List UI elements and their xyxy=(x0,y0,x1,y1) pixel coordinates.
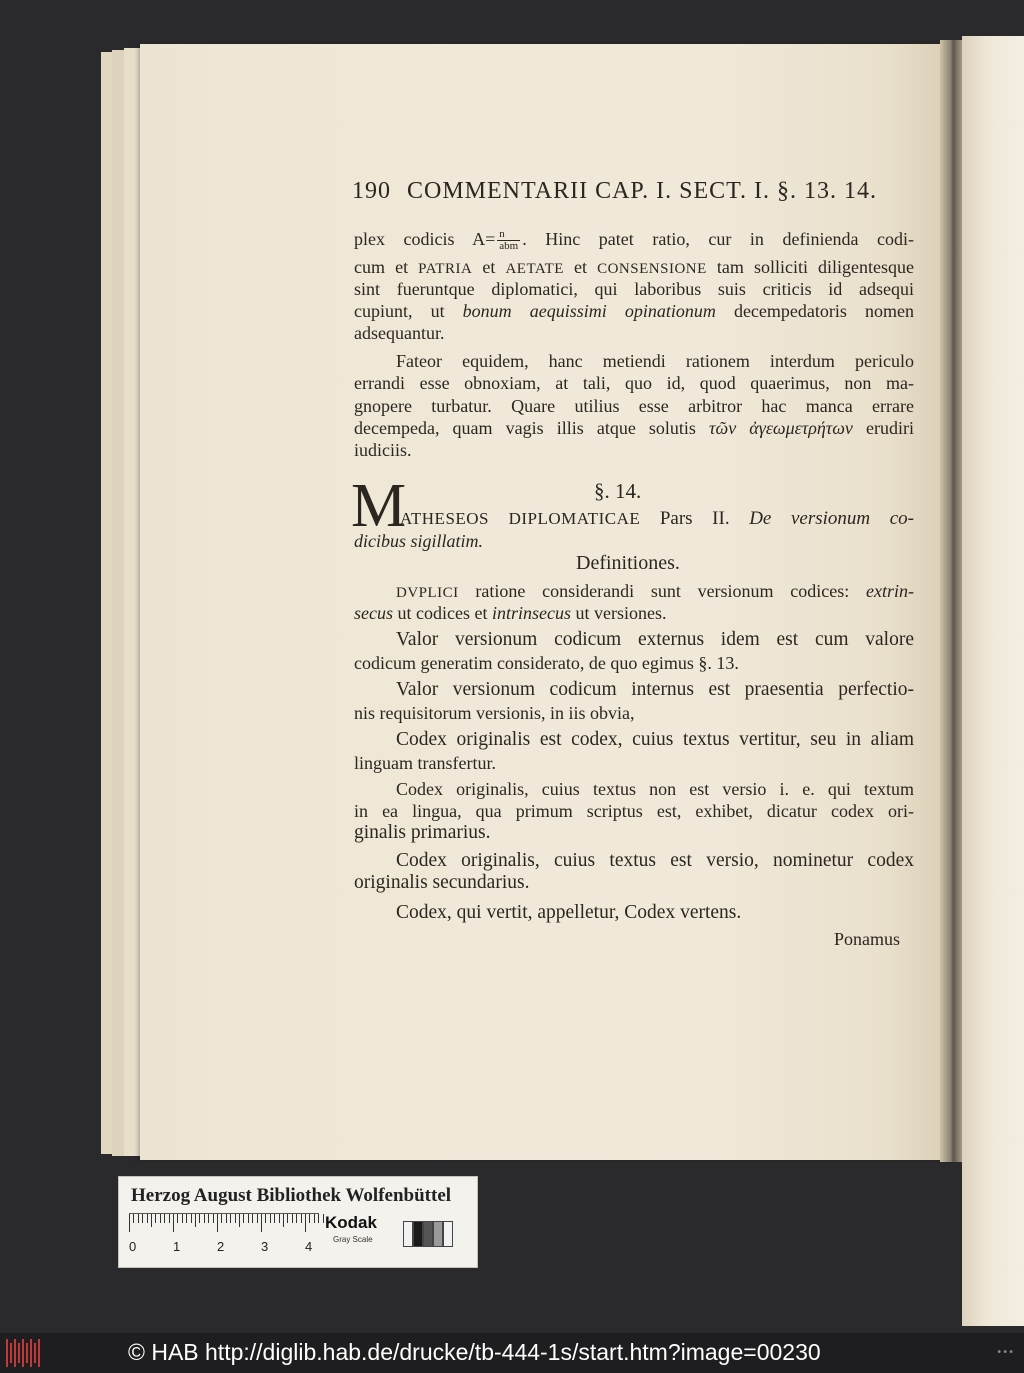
logo-bar xyxy=(22,1339,24,1367)
text-line: adsequantur. xyxy=(354,323,445,343)
ruler-tick xyxy=(323,1214,324,1223)
color-target xyxy=(118,1176,478,1268)
ruler-tick xyxy=(309,1214,310,1223)
ruler-tick xyxy=(138,1214,139,1223)
ruler-tick xyxy=(279,1214,280,1223)
section-mark: §. 14. xyxy=(594,479,642,503)
ruler-tick xyxy=(287,1214,288,1223)
logo-bar xyxy=(14,1339,16,1367)
hab-logo-icon xyxy=(6,1339,46,1367)
ruler-tick xyxy=(257,1214,258,1223)
ruler-number: 0 xyxy=(129,1239,137,1254)
ruler-tick xyxy=(221,1214,222,1223)
ruler-tick xyxy=(301,1214,302,1223)
ruler-tick xyxy=(169,1214,170,1223)
gray-patch xyxy=(433,1221,443,1247)
ruler-tick xyxy=(199,1214,200,1223)
ruler-tick xyxy=(318,1214,319,1223)
ruler-tick xyxy=(248,1214,249,1223)
logo-bar xyxy=(30,1339,32,1367)
gray-patch xyxy=(443,1221,453,1247)
ruler xyxy=(129,1213,319,1233)
text-line: ginalis primarius. xyxy=(354,822,491,843)
ruler-tick xyxy=(147,1214,148,1223)
ruler-tick xyxy=(186,1214,187,1223)
ruler-tick xyxy=(204,1214,205,1223)
text-line: Codex originalis, cuius textus non est versio i. e. qui textum xyxy=(396,779,914,799)
ruler-numbers xyxy=(129,1239,329,1257)
ruler-tick xyxy=(235,1214,236,1223)
ruler-tick xyxy=(270,1214,271,1223)
ruler-tick xyxy=(239,1214,240,1227)
ruler-tick xyxy=(230,1214,231,1223)
text-line: Valor versionum codicum externus idem est cum valore xyxy=(396,629,914,650)
logo-bar xyxy=(10,1343,12,1363)
text-line: Valor versionum codicum internus est praesentia perfectio- xyxy=(396,679,914,700)
ruler-tick xyxy=(292,1214,293,1223)
section-heading-cont: dicibus sigillatim. xyxy=(354,531,484,551)
text-line: Codex, qui vertit, appelletur, Codex vertens. xyxy=(396,902,742,923)
gray-patch xyxy=(423,1221,433,1247)
text-line: Codex originalis, cuius textus est versio, nominetur codex xyxy=(396,850,914,871)
ruler-tick xyxy=(265,1214,266,1223)
text-line: DVPLICI ratione considerandi sunt versionum codices: extrin- xyxy=(396,581,914,601)
ruler-tick xyxy=(129,1214,130,1232)
gray-patch xyxy=(403,1221,413,1247)
text-line: secus ut codices et intrinsecus ut versiones. xyxy=(354,603,667,623)
running-head xyxy=(352,178,914,205)
logo-bar xyxy=(18,1343,20,1363)
gray-patches xyxy=(403,1221,453,1247)
ruler-tick xyxy=(182,1214,183,1223)
ruler-tick xyxy=(195,1214,196,1227)
ruler-tick xyxy=(208,1214,209,1223)
text-line: nis requisitorum versionis, in iis obvia, xyxy=(354,703,635,723)
text-line: Codex originalis est codex, cuius textus vertitur, seu in aliam xyxy=(396,729,914,750)
ruler-tick xyxy=(283,1214,284,1227)
text-line: gnopere turbatur. Quare utilius esse arbitror hac manca errare xyxy=(354,396,914,416)
text-line: decempeda, quam vagis illis atque solutis τῶν ἀγεωμετρήτων erudiri xyxy=(354,418,915,438)
page-number: 190 xyxy=(352,178,391,204)
ruler-tick xyxy=(151,1214,152,1227)
ruler-tick xyxy=(213,1214,214,1223)
institution-name: Herzog August Bibliothek Wolfenbüttel xyxy=(131,1185,452,1206)
text-line: plex codicis A= $\frac{n}{\text{abm}}$ . Hinc patet ratio, cur in definienda codi- xyxy=(354,228,914,253)
footer-copyright-url[interactable]: © HAB http://diglib.hab.de/drucke/tb-444-1s/start.htm?image=00230 xyxy=(128,1339,821,1365)
ruler-tick xyxy=(173,1214,174,1232)
gray-patch xyxy=(413,1221,423,1247)
text-line: cum et PATRIA et AETATE et CONSENSIONE tam solliciti diligentesque xyxy=(354,257,915,277)
ruler-tick xyxy=(305,1214,306,1232)
ruler-tick xyxy=(160,1214,161,1223)
ruler-tick xyxy=(142,1214,143,1223)
kodak-logo: Kodak xyxy=(325,1213,377,1232)
ruler-tick xyxy=(314,1214,315,1223)
ruler-tick xyxy=(133,1214,134,1223)
text-line: linguam transfertur. xyxy=(354,753,496,773)
footer-dots: ••• xyxy=(996,1347,1014,1358)
text-line: iudiciis. xyxy=(354,440,412,460)
text-line: errandi esse obnoxiam, at tali, quo id, quod quaerimus, non ma- xyxy=(354,373,914,393)
logo-bar xyxy=(38,1339,40,1367)
ruler-tick xyxy=(252,1214,253,1223)
running-head-title: COMMENTARII CAP. I. SECT. I. §. 13. 14. xyxy=(407,178,877,204)
text-line: sint fueruntque diplomatici, qui laboribus suis criticis id adsequi xyxy=(354,279,914,299)
ruler-tick xyxy=(164,1214,165,1223)
ruler-tick xyxy=(226,1214,227,1223)
gray-scale-label: Gray Scale xyxy=(333,1235,373,1244)
logo-bar xyxy=(6,1339,8,1367)
footer-bar xyxy=(0,1333,1024,1373)
ruler-tick xyxy=(155,1214,156,1223)
ruler-tick xyxy=(243,1214,244,1223)
ruler-tick xyxy=(217,1214,218,1232)
text-line: originalis secundarius. xyxy=(354,872,530,893)
ruler-tick xyxy=(274,1214,275,1223)
ruler-tick xyxy=(261,1214,262,1232)
ruler-number: 2 xyxy=(217,1239,225,1254)
ruler-number: 3 xyxy=(261,1239,269,1254)
ruler-number: 4 xyxy=(305,1239,313,1254)
catchword: Ponamus xyxy=(834,929,901,949)
drop-cap: M xyxy=(351,472,407,540)
ruler-tick xyxy=(296,1214,297,1223)
ruler-tick xyxy=(191,1214,192,1223)
logo-bar xyxy=(34,1343,36,1363)
ruler-number: 1 xyxy=(173,1239,181,1254)
text-line: Fateor equidem, hanc metiendi rationem interdum periculo xyxy=(396,351,914,371)
ruler-tick xyxy=(177,1214,178,1223)
logo-bar xyxy=(26,1343,28,1363)
fraction: $\frac{n}{\text{abm}}$ xyxy=(499,228,519,253)
section-heading: ATHESEOS DIPLOMATICAE Pars II. De versionum co- xyxy=(400,508,914,529)
text-line: in ea lingua, qua primum scriptus est, exhibet, dicatur codex ori- xyxy=(354,801,914,821)
text-line: cupiunt, ut bonum aequissimi opinationum decempedatoris nomen xyxy=(354,301,914,321)
text-line: codicum generatim considerato, de quo egimus §. 13. xyxy=(354,653,739,673)
subheading: Definitiones. xyxy=(576,552,680,574)
